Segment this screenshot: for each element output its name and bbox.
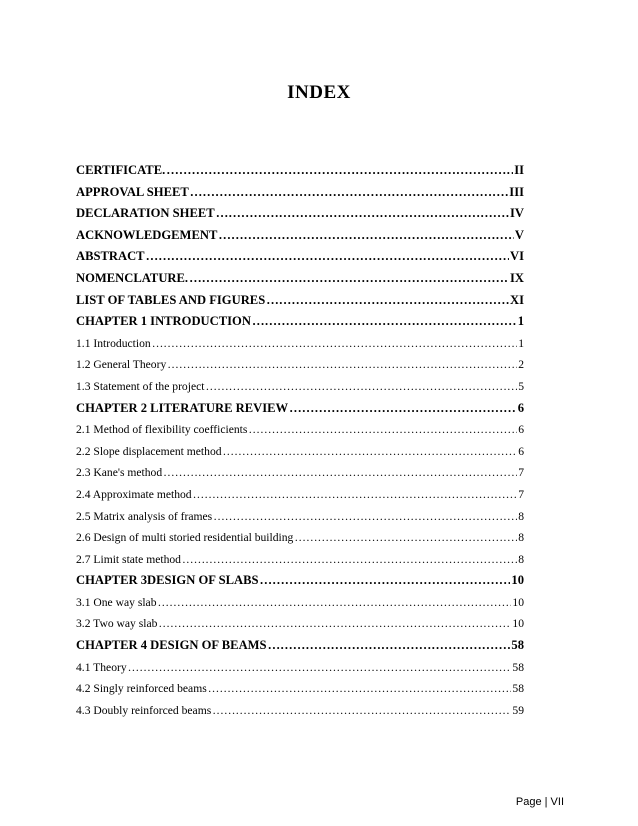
toc-entry-label: DECLARATION SHEET: [76, 206, 215, 221]
toc-entry-label: 4.2 Singly reinforced beams: [76, 682, 207, 696]
toc-entry-page: 59: [512, 703, 524, 717]
toc-leader-dots: [289, 398, 517, 420]
toc-entry-page: II: [514, 163, 524, 177]
toc-entry: [76, 678, 524, 700]
toc-leader-dots: [260, 570, 511, 592]
toc-entry-page: IV: [510, 206, 524, 221]
toc-entry-label: ABSTRACT: [76, 249, 145, 264]
toc-entry-page: XI: [510, 292, 524, 307]
toc-entry: [76, 268, 524, 290]
toc-leader-dots: [208, 678, 512, 700]
toc-leader-dots: [218, 225, 514, 247]
toc-entry: [76, 592, 524, 614]
toc-leader-dots: [252, 311, 517, 333]
toc-entry: [76, 398, 524, 420]
toc-leader-dots: [158, 592, 512, 614]
toc-entry: [76, 333, 524, 355]
toc-leader-dots: [166, 160, 513, 182]
toc-leader-dots: [182, 549, 517, 571]
toc-leader-dots: [268, 635, 511, 657]
toc-entry-page: 6: [517, 400, 524, 415]
toc-leader-dots: [193, 484, 518, 506]
toc-leader-dots: [167, 354, 517, 376]
toc-entry-label: CHAPTER 2 LITERATURE REVIEW: [76, 400, 289, 415]
toc-leader-dots: [128, 657, 512, 679]
toc-entry-label: 4.1 Theory: [76, 660, 127, 674]
toc-entry-page: 8: [518, 552, 524, 566]
toc-entry-label: 4.3 Doubly reinforced beams: [76, 703, 212, 717]
toc-entry-label: 2.7 Limit state method: [76, 552, 181, 566]
table-of-contents: [76, 160, 524, 721]
toc-entry-label: 1.2 General Theory: [76, 358, 167, 372]
toc-entry-label: CHAPTER 3DESIGN OF SLABS: [76, 573, 259, 588]
toc-entry-page: 6: [518, 444, 524, 458]
toc-entry-page: 58: [511, 638, 524, 653]
toc-entry-label: NOMENCLATURE.: [76, 270, 189, 285]
toc-entry-page: 58: [512, 660, 524, 674]
toc-entry-label: 2.4 Approximate method: [76, 487, 192, 501]
toc-entry-label: CERTIFICATE.: [76, 163, 166, 177]
toc-entry: [76, 160, 524, 182]
toc-entry: [76, 613, 524, 635]
toc-leader-dots: [266, 290, 509, 312]
toc-entry-label: LIST OF TABLES AND FIGURES: [76, 292, 266, 307]
toc-entry-page: 58: [512, 682, 524, 696]
toc-entry: [76, 700, 524, 722]
toc-entry-label: 1.3 Statement of the project: [76, 379, 205, 393]
toc-entry-page: III: [509, 184, 524, 199]
toc-leader-dots: [213, 506, 517, 528]
toc-leader-dots: [223, 441, 518, 463]
toc-entry-page: 10: [512, 617, 524, 631]
toc-entry: [76, 182, 524, 204]
toc-entry-label: 2.1 Method of flexibility coefficients: [76, 423, 248, 437]
toc-entry-page: 2: [518, 358, 524, 372]
toc-entry: [76, 376, 524, 398]
toc-entry-page: IX: [510, 270, 524, 285]
toc-leader-dots: [189, 268, 509, 290]
toc-entry-page: V: [514, 227, 524, 242]
toc-leader-dots: [163, 462, 517, 484]
toc-leader-dots: [152, 333, 518, 355]
toc-entry-page: 10: [511, 573, 524, 588]
toc-leader-dots: [216, 203, 509, 225]
toc-entry-label: 2.5 Matrix analysis of frames: [76, 509, 213, 523]
toc-entry-label: 2.2 Slope displacement method: [76, 444, 222, 458]
toc-entry: [76, 462, 524, 484]
toc-entry: [76, 225, 524, 247]
toc-entry-page: 1: [518, 336, 524, 350]
toc-entry-label: 2.3 Kane's method: [76, 466, 163, 480]
toc-leader-dots: [248, 419, 517, 441]
toc-entry-page: 6: [518, 423, 524, 437]
toc-entry: [76, 203, 524, 225]
toc-entry: [76, 441, 524, 463]
toc-entry-label: ACKNOWLEDGEMENT: [76, 227, 218, 242]
toc-entry-page: 8: [518, 509, 524, 523]
toc-entry-page: VI: [510, 249, 524, 264]
toc-leader-dots: [212, 700, 511, 722]
toc-entry-label: 1.1 Introduction: [76, 336, 151, 350]
toc-leader-dots: [190, 182, 509, 204]
toc-entry-page: 7: [518, 466, 524, 480]
toc-entry: [76, 419, 524, 441]
toc-entry: [76, 506, 524, 528]
toc-entry-label: APPROVAL SHEET: [76, 184, 189, 199]
toc-entry: [76, 311, 524, 333]
toc-entry-label: CHAPTER 4 DESIGN OF BEAMS: [76, 638, 267, 653]
toc-entry-label: 3.2 Two way slab: [76, 617, 158, 631]
toc-entry-label: 2.6 Design of multi storied residential building: [76, 531, 294, 545]
page-number-footer: Page | VII: [515, 796, 564, 808]
toc-entry: [76, 246, 524, 268]
toc-entry-page: 1: [517, 314, 524, 329]
toc-entry-page: 8: [518, 531, 524, 545]
toc-entry-page: 5: [518, 379, 524, 393]
toc-leader-dots: [205, 376, 517, 398]
toc-leader-dots: [294, 527, 517, 549]
toc-entry: [76, 354, 524, 376]
toc-entry-page: 10: [512, 595, 524, 609]
toc-entry: [76, 290, 524, 312]
toc-entry: [76, 570, 524, 592]
page-title: INDEX: [287, 82, 351, 103]
toc-entry: [76, 527, 524, 549]
toc-entry-label: CHAPTER 1 INTRODUCTION: [76, 314, 251, 329]
toc-entry: [76, 549, 524, 571]
toc-leader-dots: [146, 246, 509, 268]
toc-entry: [76, 657, 524, 679]
toc-entry-label: 3.1 One way slab: [76, 595, 157, 609]
toc-leader-dots: [158, 613, 511, 635]
toc-entry: [76, 484, 524, 506]
toc-entry-page: 7: [518, 487, 524, 501]
toc-entry: [76, 635, 524, 657]
